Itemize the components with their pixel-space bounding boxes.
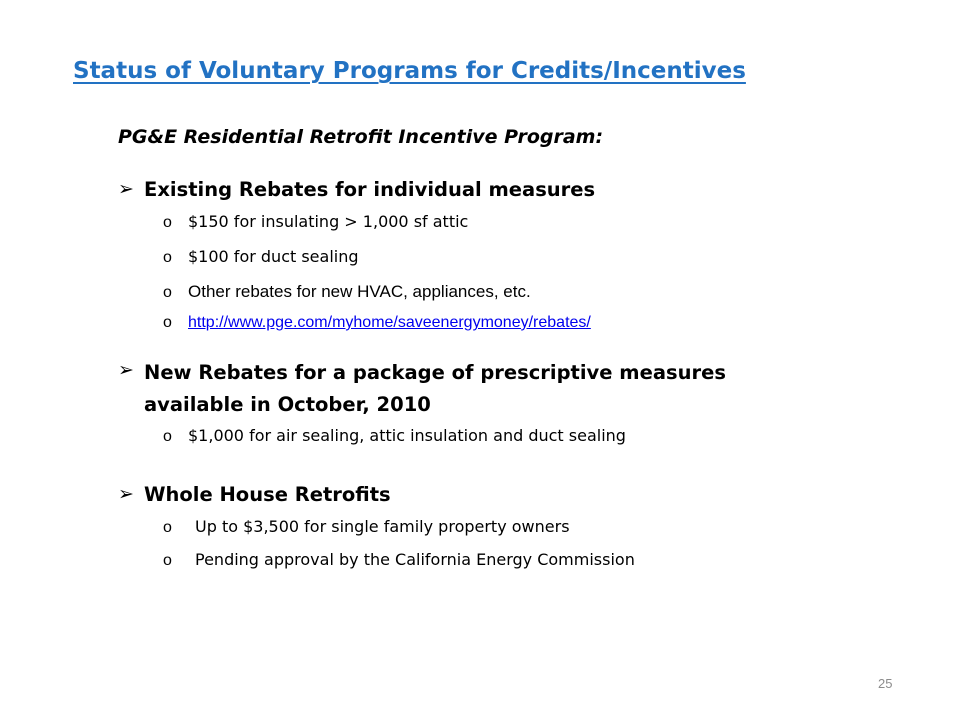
list-item-text: $150 for insulating > 1,000 sf attic xyxy=(188,212,469,231)
circle-bullet-icon: o xyxy=(163,284,172,301)
page-number: 25 xyxy=(878,676,893,691)
list-item xyxy=(163,510,635,543)
list-item xyxy=(163,421,726,451)
circle-bullet-icon: o xyxy=(163,214,172,231)
heading-line: available in October, 2010 xyxy=(144,393,431,416)
heading-text: Existing Rebates for individual measures xyxy=(144,178,596,201)
list-item-text: $100 for duct sealing xyxy=(188,247,359,266)
retrofit-list xyxy=(118,510,635,576)
list-item xyxy=(163,274,595,309)
list-item xyxy=(163,309,595,337)
heading-text: Whole House Retrofits xyxy=(144,483,391,506)
list-item-text: Other rebates for new HVAC, appliances, etc. xyxy=(188,282,531,301)
circle-bullet-icon: o xyxy=(163,314,172,331)
circle-bullet-icon: o xyxy=(163,249,172,266)
circle-bullet-icon: o xyxy=(163,519,172,536)
arrow-bullet-icon: ➢ xyxy=(118,483,134,505)
section-new-rebates xyxy=(118,357,726,451)
list-item xyxy=(163,204,595,239)
section-heading xyxy=(118,176,595,203)
rebate-list xyxy=(118,421,726,451)
slide-title: Status of Voluntary Programs for Credits/Incentives xyxy=(73,58,746,84)
list-item xyxy=(163,543,635,576)
rebates-link[interactable]: http://www.pge.com/myhome/saveenergymoney/rebates/ xyxy=(188,314,591,331)
heading-line: New Rebates for a package of prescriptive measures xyxy=(144,361,726,384)
rebate-list xyxy=(118,204,595,337)
section-heading xyxy=(118,481,635,508)
program-subtitle: PG&E Residential Retrofit Incentive Program: xyxy=(118,126,604,148)
heading-text xyxy=(144,357,726,421)
circle-bullet-icon: o xyxy=(163,552,172,569)
list-item-text: Up to $3,500 for single family property owners xyxy=(195,517,570,536)
circle-bullet-icon: o xyxy=(163,428,172,445)
arrow-bullet-icon: ➢ xyxy=(118,359,134,381)
list-item-text: Pending approval by the California Energy Commission xyxy=(195,550,635,569)
arrow-bullet-icon: ➢ xyxy=(118,178,134,200)
section-existing-rebates xyxy=(118,176,595,337)
list-item xyxy=(163,239,595,274)
list-item-text: $1,000 for air sealing, attic insulation and duct sealing xyxy=(188,426,626,445)
section-heading xyxy=(118,357,726,421)
section-whole-house xyxy=(118,481,635,576)
